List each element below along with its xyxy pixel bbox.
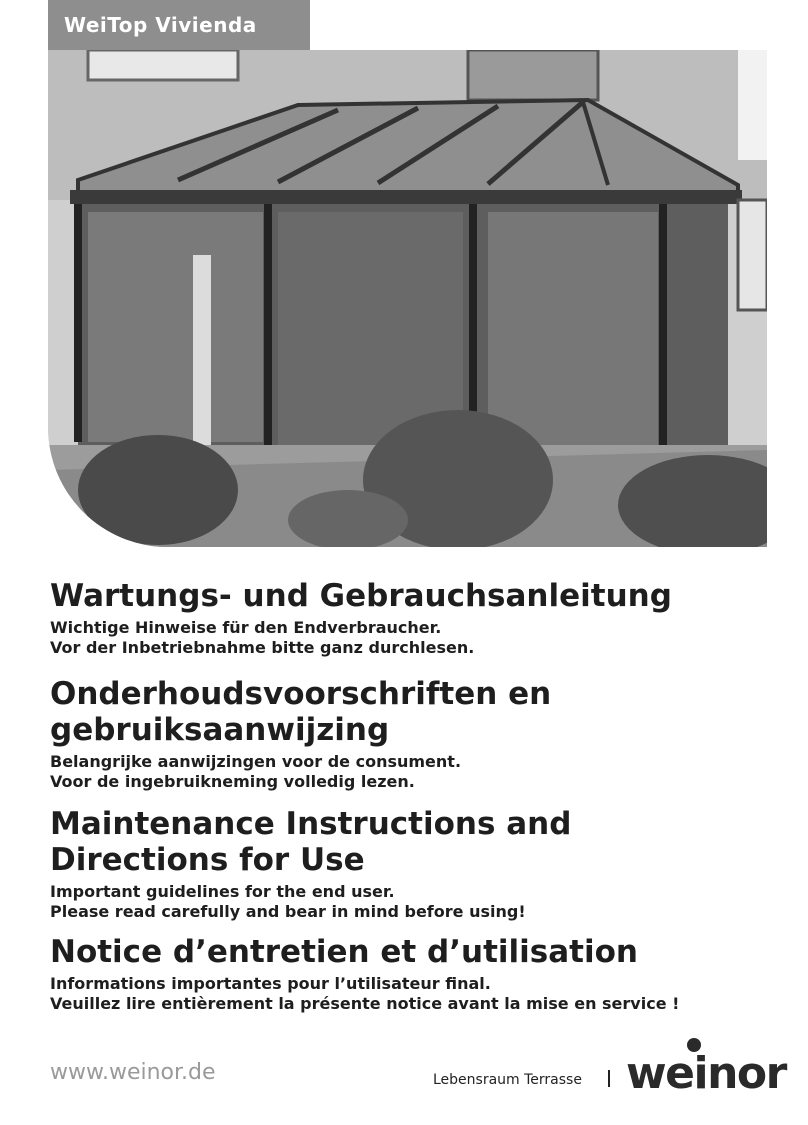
heading-english-line-1: Maintenance Instructions and: [50, 806, 572, 842]
heading-french: [50, 934, 770, 970]
heading-dutch: [50, 676, 770, 748]
heading-english: [50, 806, 770, 878]
heading-dutch-line-2: gebruiksaanwijzing: [50, 712, 390, 748]
subtext-french: [50, 974, 770, 1014]
heading-english-line-2: Directions for Use: [50, 842, 365, 878]
heading-german: [50, 578, 770, 614]
subtext-german-line-2: Vor der Inbetriebnahme bitte ganz durchlesen.: [50, 638, 475, 657]
subtext-dutch-line-1: Belangrijke aanwijzingen voor de consument.: [50, 752, 462, 771]
subtext-french-line-1: Informations importantes pour l’utilisateur final.: [50, 974, 491, 993]
brand-tagline: Lebensraum Terrasse: [433, 1072, 582, 1088]
heading-french-line-1: Notice d’entretien et d’utilisation: [50, 934, 638, 970]
subtext-french-line-2: Veuillez lire entièrement la présente notice avant la mise en service !: [50, 994, 680, 1013]
subtext-dutch-line-2: Voor de ingebruikneming volledig lezen.: [50, 772, 415, 791]
subtext-english: [50, 882, 770, 922]
section-german: [50, 578, 770, 658]
section-english: [50, 806, 770, 922]
subtext-german: [50, 618, 770, 658]
tagline-divider: [608, 1070, 610, 1087]
heading-german-line-1: Wartungs- und Gebrauchsanleitung: [50, 578, 672, 614]
brand-header-bar: [48, 0, 310, 50]
weinor-logo: weinor: [626, 1048, 786, 1099]
subtext-english-line-2: Please read carefully and bear in mind before using!: [50, 902, 526, 921]
brand-label: WeiTop Vivienda: [64, 13, 257, 37]
subtext-english-line-1: Important guidelines for the end user.: [50, 882, 395, 901]
subtext-dutch: [50, 752, 770, 792]
heading-dutch-line-1: Onderhoudsvoorschriften en: [50, 676, 552, 712]
conservatory-illustration: [48, 50, 767, 547]
cover-photo-conservatory: [48, 50, 767, 547]
section-french: [50, 934, 770, 1014]
subtext-german-line-1: Wichtige Hinweise für den Endverbraucher.: [50, 618, 442, 637]
section-dutch: [50, 676, 770, 792]
website-url: www.weinor.de: [50, 1060, 216, 1085]
